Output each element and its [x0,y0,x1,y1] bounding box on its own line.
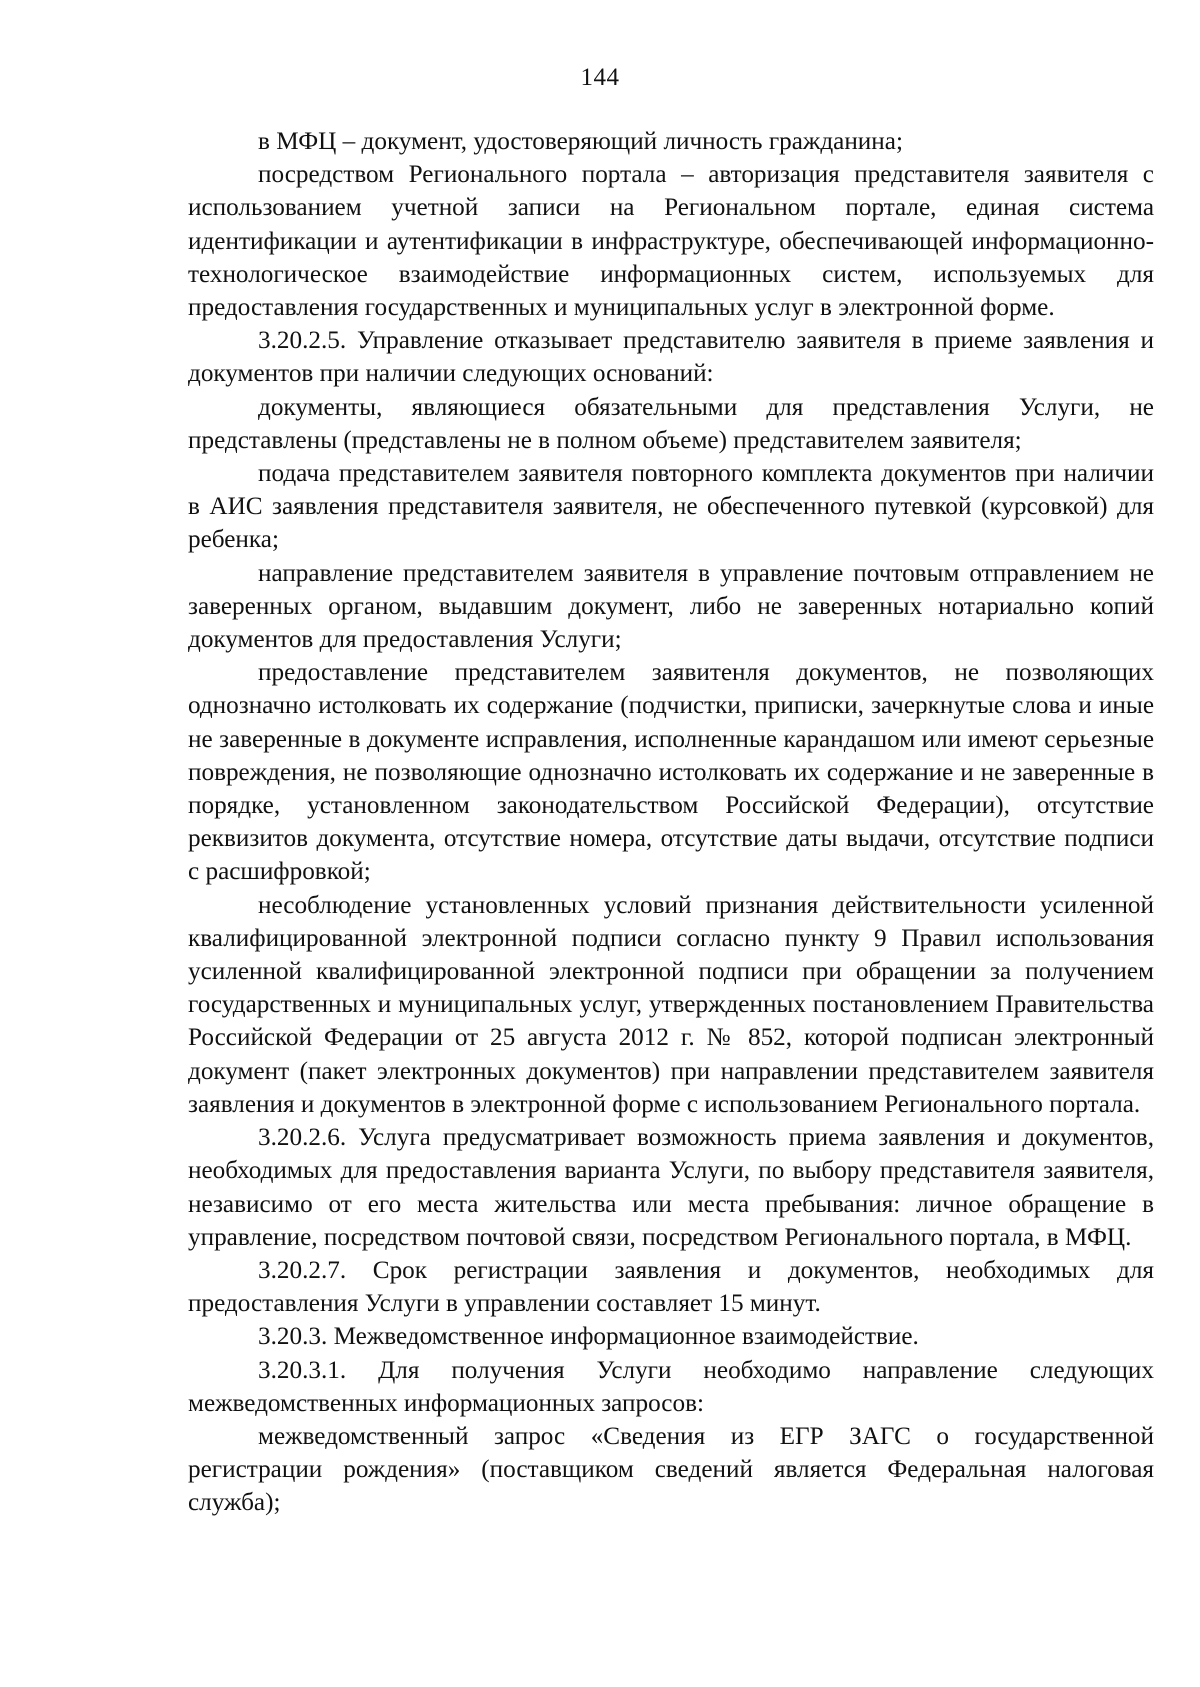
paragraph-submission-options: 3.20.2.6. Услуга предусматривает возможность приема заявления и документов, необходимых для предоставления варианта Услуги, по выбору представителя заявителя, независимо от его места жительства или места пребывания: личное обращение в управление, посредством почтовой связи, посредством Регионального портала, в МФЦ. [188,1124,1154,1251]
paragraph-uncertified-copies: направление представителем заявителя в управление почтовым отправлением не заверенных органом, выдавшим документ, либо не заверенных нотариально копий документов для предоставления Услуги; [188,559,1154,654]
paragraph-mfc-identity: в МФЦ – документ, удостоверяющий личность гражданина; [258,128,903,155]
paragraph-signature-noncompliance: несоблюдение установленных условий признания действительности усиленной квалифицированной электронной подписи согласно пункту 9 Правил использования усиленной квалифицированной электронной подписи при обращении за получением государственных и муниципальных услуг, утвержденных постановлением Правительства Российской Федерации от 25 августа 2012 г. № 852, которой подписан электронный документ (пакет электронных документов) при направлении представителем заявителя заявления и документов в электронной форме с использованием Регионального портала. [188,891,1154,1118]
paragraph-interagency-heading: 3.20.3. Межведомственное информационное взаимодействие. [258,1323,919,1351]
paragraph-documents-not-provided: документы, являющиеся обязательными для представления Услуги, не представлены (представлены не в полном объеме) представителем заявителя; [188,393,1154,454]
page-number: 144 [580,64,620,91]
paragraph-regional-portal-auth: посредством Регионального портала – авторизация представителя заявителя с использованием учетной записи на Региональном портале, единая система идентификации и аутентификации в инфраструктуре, обеспечивающей информационно-технологическое взаимодействие информационных систем, используемых для предоставления государственных и муниципальных услуг в электронной форме. [188,161,1154,322]
paragraph-refusal-grounds-intro: 3.20.2.5. Управление отказывает представителю заявителя в приеме заявления и документов при наличии следующих оснований: [188,327,1154,388]
document-body [188,125,1154,1520]
paragraph-registration-term: 3.20.2.7. Срок регистрации заявления и документов, необходимых для предоставления Услуги в управлении составляет 15 минут. [188,1256,1154,1318]
paragraph-ambiguous-documents: предоставление представителем заявитенля документов, не позволяющих однозначно истолковать их содержание (подчистки, приписки, зачеркнутые слова и иные не заверенные в документе исправления, исполненные карандашом или имеют серьезные повреждения, не позволяющие однозначно истолковать их содержание и не заверенные в порядке, установленном законодательством Российской Федерации), отсутствие реквизитов документа, отсутствие номера, отсутствие даты выдачи, отсутствие подписи с расшифровкой; [188,659,1154,886]
paragraph-repeated-submission: подача представителем заявителя повторного комплекта документов при наличии в АИС заявления представителя заявителя, не обеспеченного путевкой (курсовкой) для ребенка; [188,460,1154,554]
paragraph-interagency-requests: 3.20.3.1. Для получения Услуги необходимо направление следующих межведомственных информационных запросов: [188,1356,1154,1417]
paragraph-zags-request: межведомственный запрос «Сведения из ЕГР ЗАГС о государственной регистрации рождения» (поставщиком сведений является Федеральная налоговая служба); [188,1422,1154,1517]
